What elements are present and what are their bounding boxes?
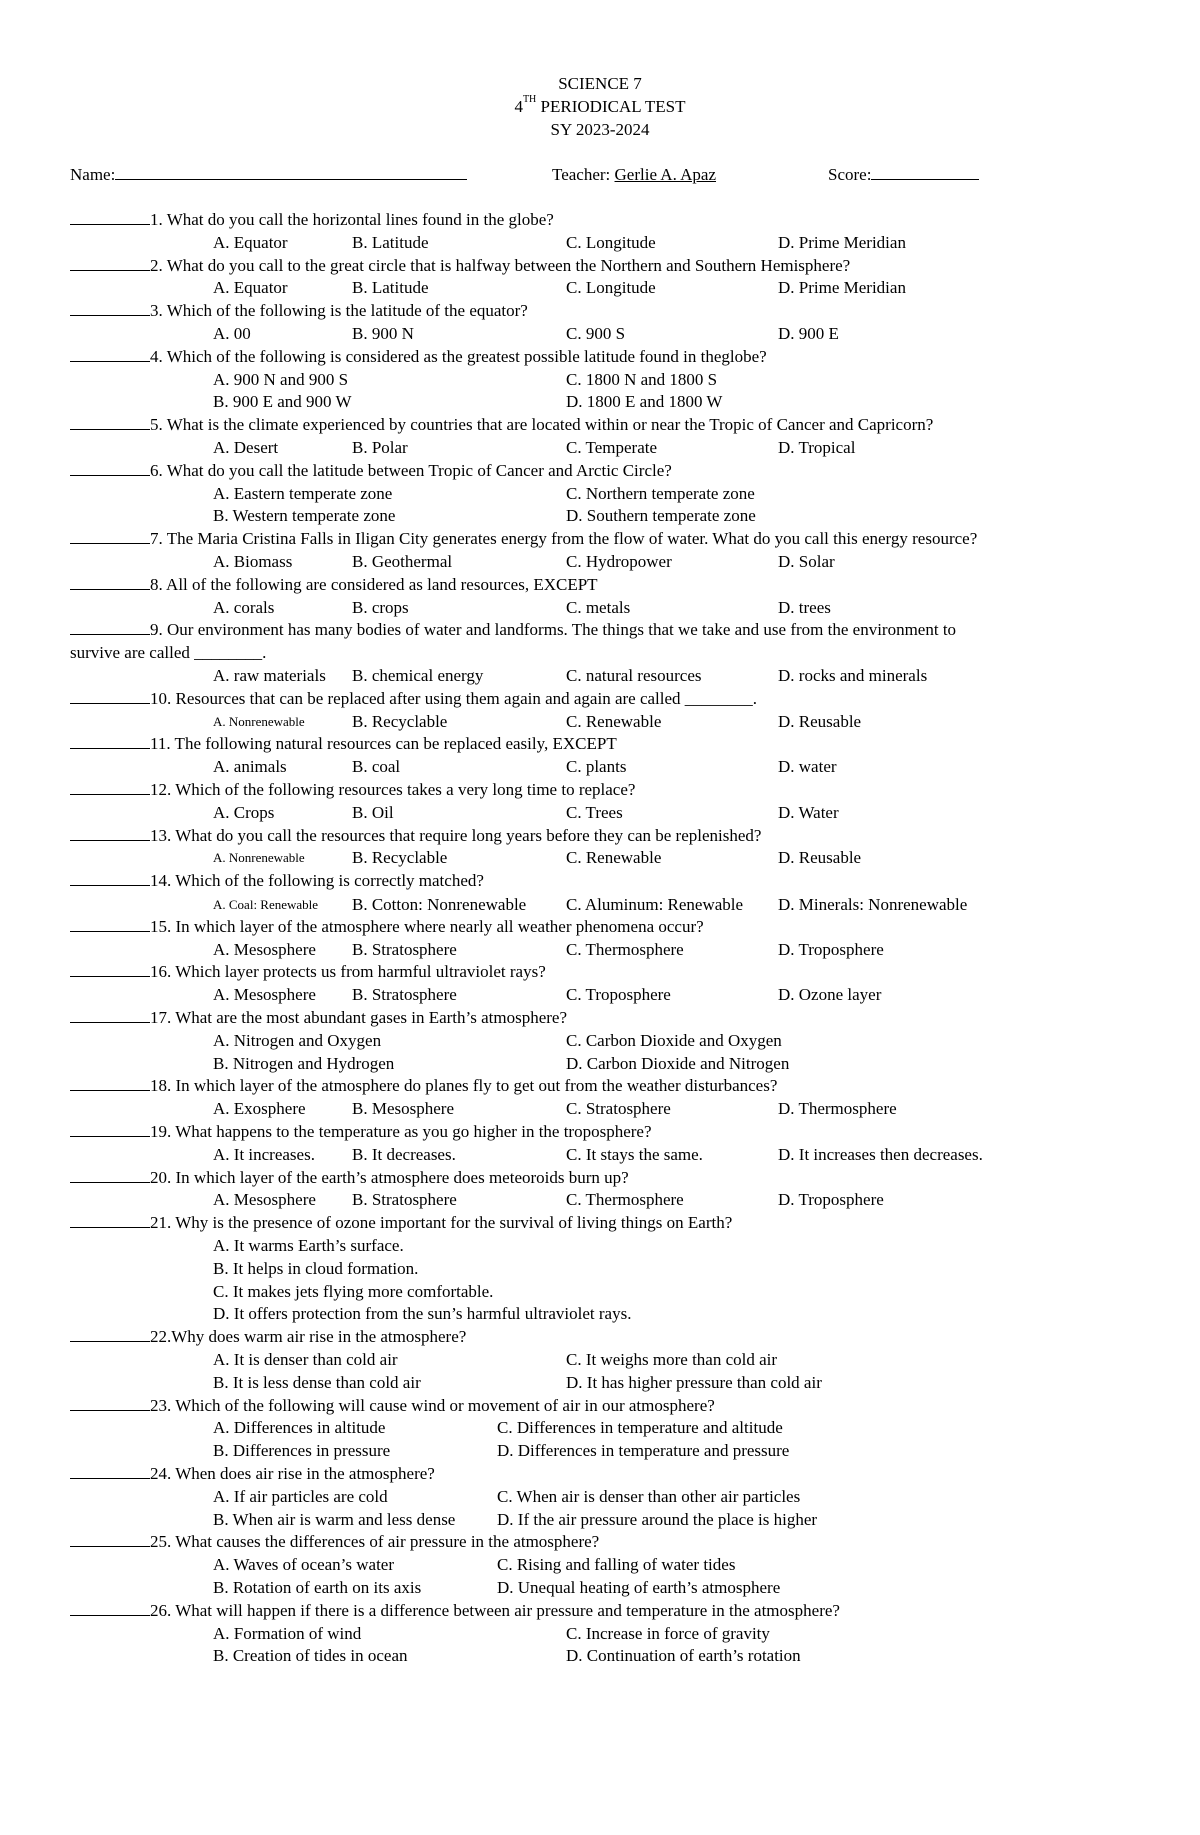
answer-blank[interactable] [70,414,150,430]
option-item[interactable]: A. Coal: Renewable [213,897,319,912]
option-item[interactable]: A. Nonrenewable [213,713,305,729]
option-item[interactable]: A. Exosphere [213,1099,306,1119]
option-item[interactable]: B. Latitude [352,232,429,252]
option-item[interactable]: C. Longitude [566,232,656,252]
question-text: 25. What causes the differences of air pressure in the atmosphere? [150,1532,600,1552]
option-item[interactable]: A. Differences in altitude [213,1418,386,1438]
question-text: 23. Which of the following will cause wind or movement of air in our atmosphere? [150,1395,715,1415]
option-item[interactable]: B. Geothermal [352,552,453,571]
question-text: 17. What are the most abundant gases in Earth’s atmosphere? [150,1008,568,1027]
question-row [70,1394,715,1417]
option-item[interactable]: A. It warms Earth’s surface. [213,1236,404,1255]
question-row [70,732,617,755]
question-text: 18. In which layer of the atmosphere do planes fly to get out from the weather disturbances? [150,1076,778,1096]
option-item[interactable]: D. Prime Meridian [778,278,906,298]
question-row [70,618,956,641]
test-title: 4TH PERIODICAL TEST [514,94,686,116]
question-row [70,960,546,983]
answer-blank[interactable] [70,688,150,704]
answer-blank[interactable] [70,346,150,362]
answer-blank[interactable] [70,1167,150,1183]
question-text: 12. Which of the following resources takes a very long time to replace? [150,780,636,799]
question-text: 3. Which of the following is the latitude of the equator? [150,301,528,321]
answer-blank[interactable] [70,460,150,476]
answer-blank[interactable] [70,825,150,841]
option-item[interactable]: D. Carbon Dioxide and Nitrogen [566,1053,790,1073]
option-item[interactable]: B. Nitrogen and Hydrogen [213,1053,395,1073]
option-item[interactable]: D. 1800 E and 1800 W [566,392,723,412]
option-item[interactable]: A. animals [213,757,287,777]
option-item[interactable]: C. Renewable [566,848,662,868]
option-item[interactable]: B. Western temperate zone [213,506,396,526]
option-item[interactable]: C. Temperate [566,438,658,457]
option-item[interactable]: A. corals [213,597,275,617]
option-item[interactable]: B. Stratosphere [352,985,457,1005]
question-row [70,254,850,277]
answer-blank[interactable] [70,1121,150,1137]
option-item[interactable]: B. Oil [352,802,394,822]
option-item[interactable]: C. 900 S [566,324,626,343]
option-item[interactable]: D. Reusable [778,711,862,731]
question-row [70,413,933,436]
option-item[interactable]: C. When air is denser than other air particles [497,1486,801,1506]
question-row [70,345,767,368]
option-item[interactable]: D. Continuation of earth’s rotation [566,1646,801,1666]
option-item[interactable]: C. Hydropower [566,552,672,571]
option-item[interactable]: C. Troposphere [566,985,671,1005]
option-item[interactable]: C. metals [566,597,631,617]
question-text: 9. Our environment has many bodies of water and landforms. The things that we take and use from the environment to [150,620,957,640]
option-item[interactable]: A. Mesosphere [213,939,316,959]
question-row [70,1120,652,1143]
option-item[interactable]: B. Recyclable [352,848,448,868]
option-item[interactable]: A. Nitrogen and Oxygen [213,1030,382,1050]
option-item[interactable]: B. Stratosphere [352,939,457,959]
question-row [70,1074,777,1097]
option-item[interactable]: A. Mesosphere [213,1190,316,1210]
question-row [70,1530,599,1553]
question-text: 20. In which layer of the earth’s atmosphere does meteoroids burn up? [150,1167,629,1187]
option-item[interactable]: B. It helps in cloud formation. [213,1258,419,1278]
option-item[interactable]: B. Polar [352,438,408,457]
question-row [70,778,635,801]
answer-blank[interactable] [70,619,150,635]
question-row [70,459,672,482]
answer-blank[interactable] [70,1463,150,1479]
option-item[interactable]: C. Renewable [566,711,662,731]
option-item[interactable]: C. Aluminum: Renewable [566,895,744,914]
option-item[interactable]: C. Rising and falling of water tides [497,1555,736,1575]
question-text: 11. The following natural resources can be replaced easily, EXCEPT [150,734,617,754]
option-item[interactable]: C. 1800 N and 1800 S [566,369,718,389]
option-item[interactable]: A. 900 N and 900 S [213,369,349,389]
option-item[interactable]: C. Northern temperate zone [566,483,755,503]
question-row [70,1166,629,1189]
option-item[interactable]: B. Stratosphere [352,1190,457,1210]
answer-blank[interactable] [70,870,150,886]
question-text: 16. Which layer protects us from harmful ultraviolet rays? [150,962,546,982]
score-line [871,163,979,180]
option-item[interactable]: B. coal [352,757,401,777]
option-item[interactable]: D. Prime Meridian [778,232,906,252]
option-item[interactable]: D. Ozone layer [778,985,882,1005]
option-item[interactable]: D. Differences in temperature and pressure [497,1441,790,1461]
question-text: 4. Which of the following is considered as the greatest possible latitude found in theglobe? [150,346,767,366]
question-text: 7. The Maria Cristina Falls in Iligan City generates energy from the flow of water. What do you call this energy resource? [150,529,978,549]
question-row [70,824,761,847]
option-item[interactable]: D. 900 E [778,324,839,343]
teacher-field: Teacher: Gerlie A. Apaz [552,165,717,184]
option-item[interactable]: D. Minerals: Nonrenewable [778,895,968,914]
option-item[interactable]: D. Tropical [778,438,856,457]
subject-title: SCIENCE 7 [558,74,642,93]
option-item[interactable]: C. plants [566,757,627,777]
teacher-name: Gerlie A. Apaz [614,165,717,184]
question-text: 8. All of the following are considered as land resources, EXCEPT [150,574,598,594]
option-item[interactable]: B. Recyclable [352,711,448,731]
answer-blank[interactable] [70,300,150,316]
option-item[interactable]: B. It is less dense than cold air [213,1372,421,1392]
question-text-cont: survive are called ________. [70,643,267,663]
option-item[interactable]: D. Reusable [778,848,862,868]
option-item[interactable]: D. Unequal heating of earth’s atmosphere [497,1578,781,1597]
option-item[interactable]: C. Longitude [566,278,656,298]
option-item[interactable]: C. Trees [566,802,623,822]
option-item[interactable]: A. Desert [213,438,279,457]
option-item[interactable]: C. natural resources [566,666,702,685]
question-text: 22.Why does warm air rise in the atmosphere? [150,1327,467,1347]
option-item[interactable]: C. Thermosphere [566,939,684,959]
option-item[interactable]: C. Differences in temperature and altitude [497,1418,783,1438]
score-field[interactable]: Score: [828,163,979,186]
option-item[interactable]: D. It offers protection from the sun’s harmful ultraviolet rays. [213,1304,632,1324]
option-item[interactable]: C. Carbon Dioxide and Oxygen [566,1030,782,1050]
option-item[interactable]: D. Southern temperate zone [566,506,756,526]
option-item[interactable]: A. It is denser than cold air [213,1350,398,1369]
option-item[interactable]: D. Water [778,802,839,822]
answer-blank[interactable] [70,1531,150,1547]
question-text: 1. What do you call the horizontal lines found in the globe? [150,210,554,229]
option-item[interactable]: A. It increases. [213,1144,315,1164]
option-item[interactable]: A. raw materials [213,666,326,685]
option-item[interactable]: C. Stratosphere [566,1099,671,1119]
question-row [70,527,977,550]
option-item[interactable]: C. It makes jets flying more comfortable. [213,1281,494,1301]
question-text: 19. What happens to the temperature as you go higher in the troposphere? [150,1122,652,1141]
option-item[interactable]: A. Mesosphere [213,985,316,1005]
option-item[interactable]: D. If the air pressure around the place is higher [497,1509,818,1529]
option-item[interactable]: B. Creation of tides in ocean [213,1646,408,1666]
option-item[interactable]: A. Waves of ocean’s water [213,1555,394,1575]
option-item[interactable]: D. rocks and minerals [778,666,928,685]
option-item[interactable]: D. trees [778,597,831,617]
school-year: SY 2023-2024 [550,120,650,139]
question-row [70,869,484,892]
question-text: 26. What will happen if there is a difference between air pressure and temperature in the atmosphere? [150,1600,840,1620]
answer-blank[interactable] [70,1212,150,1228]
question-row [70,573,598,596]
question-text: 6. What do you call the latitude between Tropic of Cancer and Arctic Circle? [150,460,672,480]
option-item[interactable]: A. Nonrenewable [213,850,305,866]
option-item[interactable]: B. Differences in pressure [213,1441,391,1461]
question-text: 21. Why is the presence of ozone important for the survival of living things on Earth? [150,1213,733,1233]
answer-blank[interactable] [70,574,150,590]
option-item[interactable]: C. It stays the same. [566,1144,703,1164]
question-text: 15. In which layer of the atmosphere where nearly all weather phenomena occur? [150,916,704,936]
option-item[interactable]: D. Solar [778,552,835,571]
question-text: 13. What do you call the resources that require long years before they can be replenished? [150,825,762,845]
answer-blank[interactable] [70,961,150,977]
option-item[interactable]: B. 900 E and 900 W [213,392,352,412]
answer-blank[interactable] [70,1395,150,1411]
answer-blank[interactable] [70,1600,150,1616]
option-item[interactable]: B. Mesosphere [352,1099,454,1119]
question-row [70,1006,567,1029]
answer-blank[interactable] [70,916,150,932]
question-row [70,687,757,710]
option-item[interactable]: A. Formation of wind [213,1623,362,1643]
option-item[interactable]: C. It weighs more than cold air [566,1350,778,1369]
option-item[interactable]: C. Increase in force of gravity [566,1623,770,1643]
option-item[interactable]: B. Latitude [352,278,429,298]
name-line [115,163,467,180]
option-item[interactable]: B. chemical energy [352,666,484,685]
question-row [70,1599,840,1622]
question-text: 5. What is the climate experienced by countries that are located within or near the Tropic of Cancer and Capricorn? [150,415,934,435]
answer-blank[interactable] [70,1326,150,1342]
option-item[interactable]: A. Biomass [213,552,293,571]
option-item[interactable]: A. If air particles are cold [213,1486,388,1506]
question-row [70,1462,435,1485]
question-text: 14. Which of the following is correctly matched? [150,871,484,891]
option-item[interactable]: B. crops [352,597,409,617]
answer-blank[interactable] [70,733,150,749]
answer-blank[interactable] [70,209,150,225]
question-row [70,299,528,322]
answer-blank[interactable] [70,528,150,544]
option-item[interactable]: B. Cotton: Nonrenewable [352,895,527,914]
option-item[interactable]: D. water [778,757,837,777]
option-item[interactable]: A. Eastern temperate zone [213,483,393,503]
option-item[interactable]: A. Crops [213,802,275,822]
option-item[interactable]: D. Thermosphere [778,1099,897,1119]
name-field[interactable]: Name: [70,163,467,186]
question-row [70,208,554,231]
question-text: 24. When does air rise in the atmosphere? [150,1464,435,1483]
option-item[interactable]: D. Troposphere [778,1190,884,1210]
option-item[interactable]: D. Troposphere [778,939,884,959]
question-row [70,1211,732,1234]
answer-blank[interactable] [70,1007,150,1023]
option-item[interactable]: A. 00 [213,324,251,343]
question-text: 10. Resources that can be replaced after using them again and again are called ________. [150,688,758,708]
question-row [70,915,704,938]
answer-blank[interactable] [70,1075,150,1091]
answer-blank[interactable] [70,779,150,795]
question-text: 2. What do you call to the great circle that is halfway between the Northern and Southern Hemisphere? [150,255,851,275]
option-item[interactable]: B. It decreases. [352,1144,456,1164]
option-item[interactable]: D. It increases then decreases. [778,1144,983,1164]
option-item[interactable]: A. Equator [213,278,288,298]
option-item[interactable]: D. It has higher pressure than cold air [566,1372,822,1392]
option-item[interactable]: B. 900 N [352,324,414,343]
answer-blank[interactable] [70,255,150,271]
option-item[interactable]: A. Equator [213,232,288,252]
option-item[interactable]: B. Rotation of earth on its axis [213,1578,422,1597]
option-item[interactable]: B. When air is warm and less dense [213,1509,456,1529]
question-row [70,1325,466,1348]
option-item[interactable]: C. Thermosphere [566,1190,684,1210]
